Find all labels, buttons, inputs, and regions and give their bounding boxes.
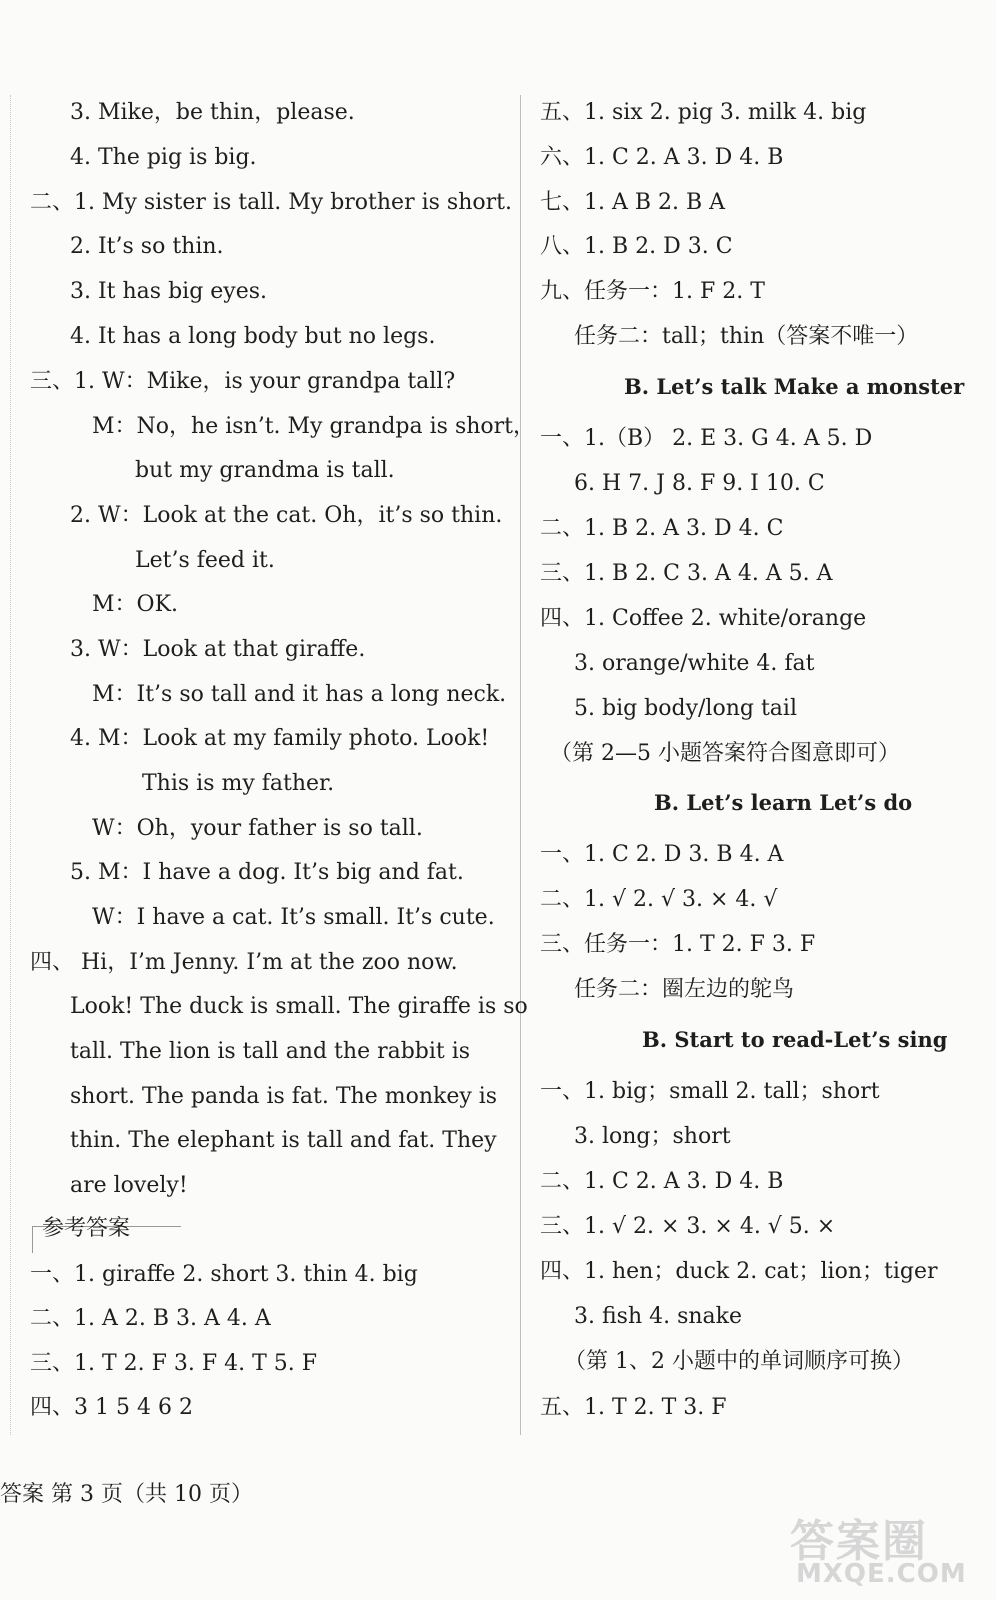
column-divider xyxy=(520,95,521,1435)
text-line: 4. It has a long body but no legs. xyxy=(70,324,436,349)
section-line: 二、1. My sister is tall. My brother is short. xyxy=(30,190,512,215)
watermark-text: 答案圈 xyxy=(790,1516,928,1567)
passage-line: are lovely! xyxy=(70,1173,188,1198)
dialogue-line: but my grandma is tall. xyxy=(135,458,395,483)
page-footer: 答案 第 3 页（共 10 页） xyxy=(0,1482,253,1507)
section-heading: B. Let’s talk Make a monster xyxy=(624,374,965,399)
answer-line: 三、任务一：1. T 2. F 3. F xyxy=(540,932,816,957)
answer-line: 三、1. B 2. C 3. A 4. A 5. A xyxy=(540,561,833,586)
text-line: 3. It has big eyes. xyxy=(70,279,268,304)
answer-line: 二、1. A 2. B 3. A 4. A xyxy=(30,1306,271,1331)
answer-note: （第 1、2 小题中的单词顺序可换） xyxy=(564,1349,914,1374)
answer-line: 七、1. A B 2. B A xyxy=(540,190,726,215)
answer-line: 3. orange/white 4. fat xyxy=(574,651,815,676)
answer-line: 八、1. B 2. D 3. C xyxy=(540,234,733,259)
answer-line: 四、1. Coffee 2. white/orange xyxy=(540,606,867,631)
text-line: 3. Mike，be thin，please. xyxy=(70,100,355,125)
answer-line: 6. H 7. J 8. F 9. I 10. C xyxy=(574,471,825,496)
answer-line: 四、3 1 5 4 6 2 xyxy=(30,1395,193,1420)
dialogue-line: M：It’s so tall and it has a long neck. xyxy=(92,682,507,707)
answer-line: 一、1. big；small 2. tall；short xyxy=(540,1079,880,1104)
passage-line: tall. The lion is tall and the rabbit is xyxy=(70,1039,471,1064)
text-line: 2. It’s so thin. xyxy=(70,234,224,259)
dialogue-line: W：I have a cat. It’s small. It’s cute. xyxy=(92,905,495,930)
dialogue-line: M：OK. xyxy=(92,592,178,617)
answer-line: 二、1. √ 2. √ 3. × 4. √ xyxy=(540,887,778,912)
passage-line: Look! The duck is small. The giraffe is so xyxy=(70,994,528,1019)
answer-line: 二、1. B 2. A 3. D 4. C xyxy=(540,516,784,541)
answer-note: （第 2—5 小题答案符合图意即可） xyxy=(550,741,900,766)
answer-line: 六、1. C 2. A 3. D 4. B xyxy=(540,145,784,170)
answer-line: 3. long；short xyxy=(574,1124,731,1149)
page-edge-guide xyxy=(10,95,11,1435)
answer-line: 一、1. C 2. D 3. B 4. A xyxy=(540,842,784,867)
dialogue-line: 4. M：Look at my family photo. Look! xyxy=(70,726,490,751)
answer-line: 一、1.（B） 2. E 3. G 4. A 5. D xyxy=(540,426,873,451)
section-line: 三、1. W：Mike，is your grandpa tall? xyxy=(30,369,456,394)
passage-line: short. The panda is fat. The monkey is xyxy=(70,1084,498,1109)
dialogue-line: M：No，he isn’t. My grandpa is short， xyxy=(92,414,536,439)
watermark-url: MXQE.COM xyxy=(796,1559,967,1589)
dialogue-line: 5. M：I have a dog. It’s big and fat. xyxy=(70,860,464,885)
dialogue-line: 2. W：Look at the cat. Oh，it’s so thin. xyxy=(70,503,503,528)
answer-line: 任务二：tall；thin（答案不唯一） xyxy=(574,324,919,349)
answer-line: 五、1. six 2. pig 3. milk 4. big xyxy=(540,100,867,125)
watermark xyxy=(790,1505,980,1593)
section-heading: B. Let’s learn Let’s do xyxy=(654,790,913,815)
dialogue-line: W：Oh，your father is so tall. xyxy=(92,816,423,841)
answer-line: 三、1. T 2. F 3. F 4. T 5. F xyxy=(30,1351,318,1376)
answer-key-label: 参考答案 xyxy=(42,1216,131,1241)
answer-line: 二、1. C 2. A 3. D 4. B xyxy=(540,1169,784,1194)
dialogue-line: Let’s feed it. xyxy=(135,548,275,573)
answer-line: 四、1. hen；duck 2. cat；lion；tiger xyxy=(540,1259,938,1284)
passage-line: thin. The elephant is tall and fat. They xyxy=(70,1128,497,1153)
answer-line: 九、任务一：1. F 2. T xyxy=(540,279,765,304)
text-line: 4. The pig is big. xyxy=(70,145,257,170)
dialogue-line: 3. W：Look at that giraffe. xyxy=(70,637,366,662)
answer-line: 任务二：圈左边的鸵鸟 xyxy=(574,977,795,1002)
answer-line: 一、1. giraffe 2. short 3. thin 4. big xyxy=(30,1262,418,1287)
answer-line: 五、1. T 2. T 3. F xyxy=(540,1395,727,1420)
answer-line: 3. fish 4. snake xyxy=(574,1304,743,1329)
answer-line: 5. big body/long tail xyxy=(574,696,797,721)
section-heading: B. Start to read-Let’s sing xyxy=(642,1027,948,1052)
answer-line: 三、1. √ 2. × 3. × 4. √ 5. × xyxy=(540,1214,836,1239)
dialogue-line: This is my father. xyxy=(142,771,335,796)
passage-line: 四、 Hi，I’m Jenny. I’m at the zoo now. xyxy=(30,950,458,975)
